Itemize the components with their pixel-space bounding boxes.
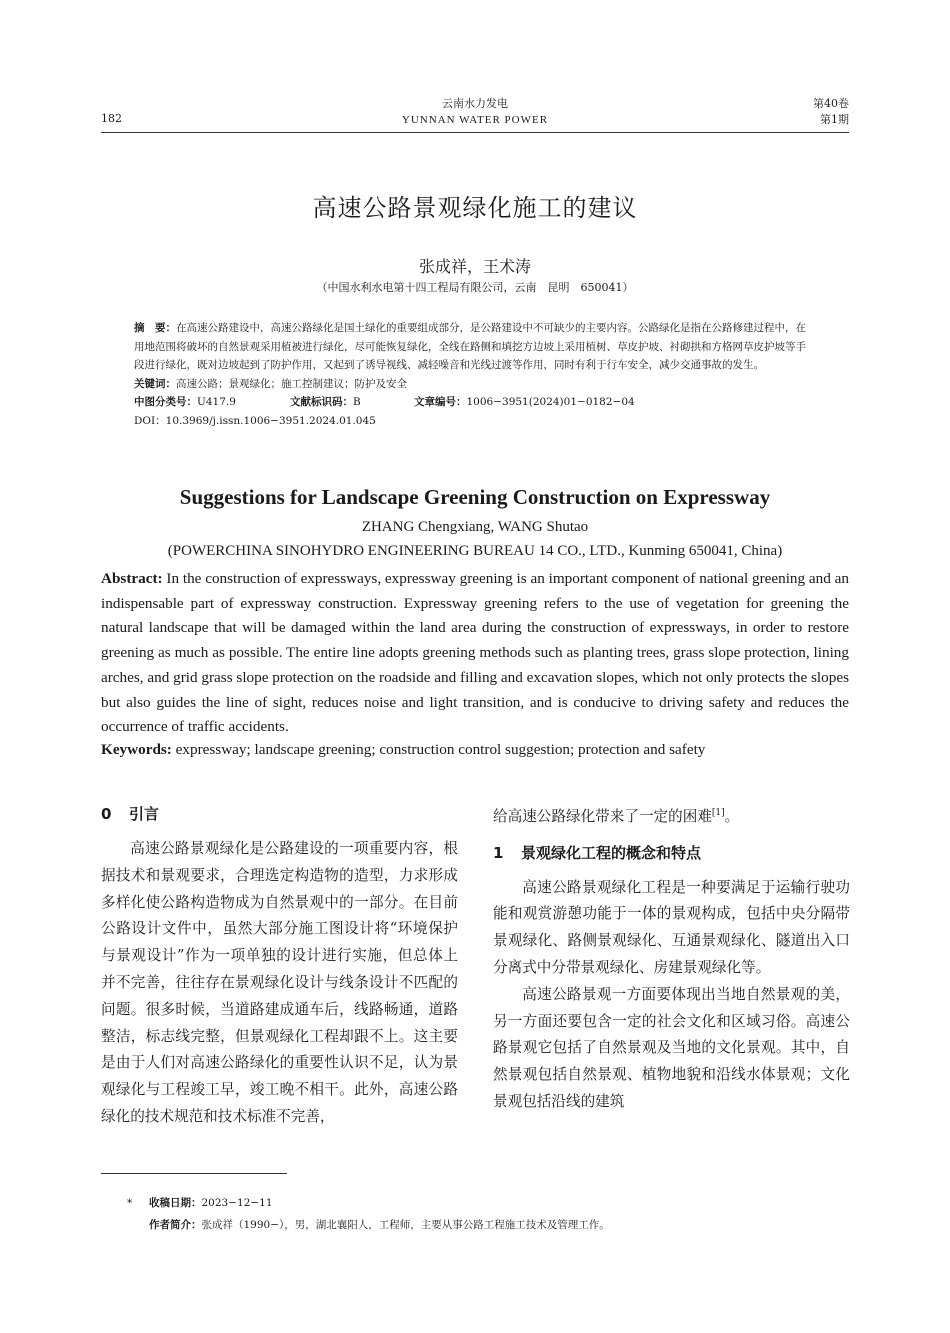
paragraph: 高速公路景观绿化工程是一种要满足于运输行驶功能和观赏游憩功能于一体的景观构成，包括中央分隔带景观绿化、路侧景观绿化、互通景观绿化、隧道出入口分离式中分带景观绿化、房建景观绿化等。 [493, 878, 850, 977]
article-number-label: 文章编号： [414, 396, 467, 408]
running-header [101, 94, 849, 133]
received-date [127, 1192, 610, 1214]
doc-code-value: B [353, 396, 361, 408]
section-heading-0 [101, 800, 458, 828]
footnote-marker: * [127, 1197, 133, 1209]
footnotes [127, 1192, 610, 1236]
author-bio [127, 1214, 610, 1236]
keywords-cn [134, 375, 816, 394]
affiliation-cn: （中国水利水电第十四工程局有限公司，云南 昆明 650041） [316, 281, 634, 294]
article-title-en: Suggestions for Landscape Greening Construction on Expressway [179, 485, 771, 509]
doc-code [290, 393, 414, 412]
author-bio-label: 作者简介： [149, 1219, 202, 1231]
volume-issue [813, 96, 849, 128]
received-label: 收稿日期： [149, 1197, 202, 1209]
article-number-value: 1006−3951(2024)01−0182−04 [466, 396, 635, 408]
journal-name-en: YUNNAN WATER POWER [401, 114, 549, 126]
abstract-cn-block [134, 319, 816, 430]
journal-name [101, 96, 849, 128]
doc-code-label: 文献标识码： [290, 396, 353, 408]
classification-row [134, 393, 816, 412]
citation[interactable]: [1] [711, 808, 725, 818]
journal-name-cn: 云南水力发电 [442, 97, 508, 110]
sentence-end: 。 [724, 807, 740, 825]
paragraph-continued [493, 800, 850, 831]
affiliation-en: (POWERCHINA SINOHYDRO ENGINEERING BUREAU 14 CO., LTD., Kunming 650041, China) [167, 543, 783, 559]
body-column-left [101, 800, 458, 1131]
authors-en: ZHANG Chengxiang, WANG Shutao [361, 519, 589, 535]
paragraph: 高速公路景观绿化是公路建设的一项重要内容，根据技术和景观要求，合理选定构造物的造型，力求形成多样化使公路构造物成为自然景观中的一部分。在目前公路设计文件中，虽然大部分施工图设计将“环境保护与景观设计”作为一项单独的设计进行实施，但总体上并不完善，往往存在景观绿化设计与线条设计不匹配的问题。很多时候，当道路建成通车后，线路畅通，道路整洁，标志线完整，但景观绿化工程却跟不上。这主要是由于人们对高速公路绿化的重要性认识不足，认为景观绿化与工程竣工早，竣工晚不相干。此外，高速公路绿化的技术规范和技术标准不完善， [101, 840, 458, 1125]
keywords-en-text: expressway; landscape greening; construction control suggestion; protection and safety [171, 741, 706, 758]
keywords-cn-label: 关键词： [134, 377, 176, 390]
section-heading-1 [493, 839, 850, 867]
page-number: 182 [101, 112, 122, 125]
abstract-cn [134, 319, 816, 375]
abstract-cn-label: 摘 要： [134, 322, 176, 334]
section-number: 0 [101, 805, 112, 823]
author-bio-text: 张成祥（1990−），男，湖北襄阳人，工程师，主要从事公路工程施工技术及管理工作。 [201, 1219, 610, 1231]
paragraph: 高速公路景观一方面要体现出当地自然景观的美，另一方面还要包含一定的社会文化和区域习俗。高速公路景观它包括了自然景观及当地的文化景观。其中，自然景观包括自然景观、植物地貌和沿线水体景观；文化景观包括沿线的建筑 [493, 985, 850, 1111]
article-number [414, 393, 635, 412]
abstract-en-label: Abstract: [101, 570, 163, 587]
article-title-cn: 高速公路景观绿化施工的建议 [312, 194, 638, 222]
volume: 第40卷 [813, 97, 849, 110]
clc-label: 中图分类号： [134, 396, 197, 408]
section-number: 1 [493, 843, 504, 862]
continued-text: 给高速公路绿化带来了一定的困难 [493, 807, 712, 825]
received-value: 2023−12−11 [201, 1197, 273, 1209]
abstract-cn-text: 在高速公路建设中，高速公路绿化是国土绿化的重要组成部分，是公路建设中不可缺少的主要内容。公路绿化是指在公路修建过程中，在用地范围将破坏的自然景观采用植被进行绿化，尽可能恢复绿化，全线在路侧和填挖方边坡上采用植树、草皮护坡、衬砌拱和方格网草皮护坡等手段进行绿化，既对边坡起到了防护作用，又起到了诱导视线、减轻噪音和光线过渡等作用，同时有利于行车安全，减少交通事故的发生。 [134, 322, 806, 371]
clc-code [134, 393, 290, 412]
authors-cn: 张成祥，王术涛 [418, 257, 531, 276]
abstract-en-text: In the construction of expressways, expressway greening is an important component of national greening and an indispensable part of expressway construction. Expressway greening refers to the use of vegetation for greening the natural landscape that will be damaged within the land area during the construction of expressways, in order to restore greening as much as possible. The entire line adopts greening methods such as planting trees, grass slope protection, lining arches, and grid grass slope protection on the roadside and filling and excavation slopes, which not only protects the slopes but also guides the line of sight, reduces noise and light transition, and is conducive to driving safety and reduces the occurrence of traffic accidents. [101, 570, 849, 736]
body-column-right [493, 800, 850, 1116]
abstract-en [101, 567, 849, 740]
issue: 第1期 [820, 113, 849, 126]
footnote-divider [101, 1173, 287, 1174]
clc-value: U417.9 [197, 396, 236, 408]
keywords-cn-text: 高速公路；景观绿化；施工控制建议；防护及安全 [176, 377, 407, 390]
doi[interactable]: DOI：10.3969/j.issn.1006−3951.2024.01.045 [134, 414, 376, 427]
section-title: 引言 [129, 805, 160, 823]
keywords-en [101, 741, 849, 759]
section-title: 景观绿化工程的概念和特点 [521, 843, 702, 862]
keywords-en-label: Keywords: [101, 741, 172, 758]
